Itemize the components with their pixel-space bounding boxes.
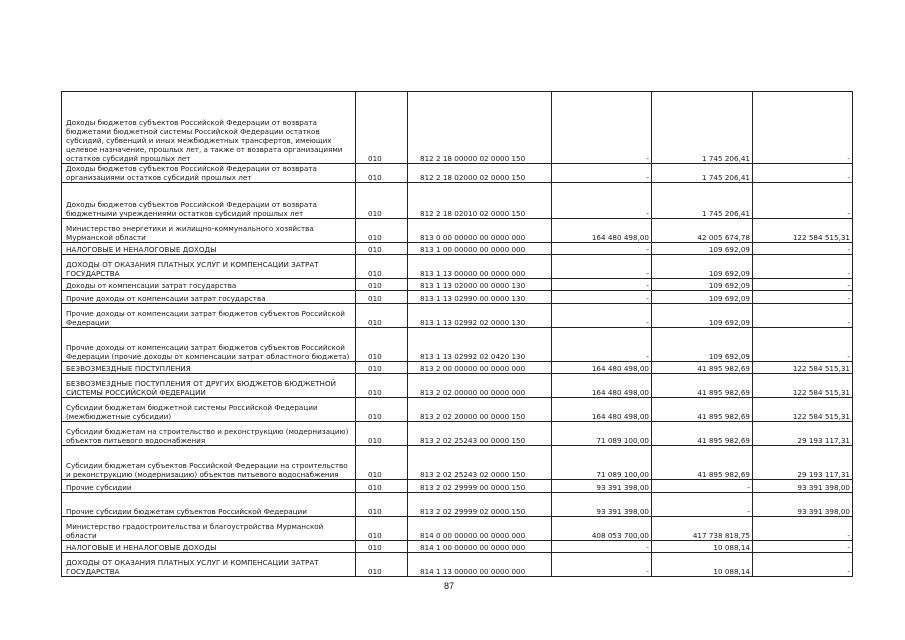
row-executed-value: - — [652, 493, 753, 517]
row-executed-value: - — [652, 480, 753, 493]
row-plan-value: - — [552, 541, 652, 553]
row-remaining-value: 93 391 398,00 — [753, 480, 853, 493]
row-kbk: 814 1 13 00000 00 0000 000 — [408, 553, 552, 577]
row-name: Прочие доходы от компенсации затрат бюджетов субъектов Российской Федерации (прочие доходы от компенсации затрат областного бюджета) — [62, 328, 356, 362]
row-code: 010 — [356, 446, 408, 480]
table-row — [62, 219, 853, 243]
row-plan-value: - — [552, 92, 652, 164]
row-plan-value: - — [552, 279, 652, 291]
row-remaining-value: 122 584 515,31 — [753, 219, 853, 243]
budget-income-table — [61, 91, 853, 577]
row-remaining-value: - — [753, 183, 853, 219]
row-plan-value: 164 480 498,00 — [552, 362, 652, 374]
row-plan-value: 93 391 398,00 — [552, 480, 652, 493]
row-code: 010 — [356, 328, 408, 362]
row-remaining-value: - — [753, 164, 853, 183]
row-kbk: 814 1 00 00000 00 0000 000 — [408, 541, 552, 553]
row-name: Прочие субсидии — [62, 480, 356, 493]
row-plan-value: - — [552, 255, 652, 279]
row-kbk: 813 2 02 20000 00 0000 150 — [408, 398, 552, 422]
row-name: Субсидии бюджетам бюджетной системы Российской Федерации (межбюджетные субсидии) — [62, 398, 356, 422]
row-code: 010 — [356, 279, 408, 291]
table-row — [62, 164, 853, 183]
row-kbk: 813 2 02 00000 00 0000 000 — [408, 374, 552, 398]
row-name: Министерство градостроительства и благоустройства Мурманской области — [62, 517, 356, 541]
row-code: 010 — [356, 164, 408, 183]
table-row — [62, 541, 853, 553]
row-kbk: 813 1 13 00000 00 0000 000 — [408, 255, 552, 279]
table-row — [62, 279, 853, 291]
row-executed-value: 41 895 982,69 — [652, 422, 753, 446]
row-name: БЕЗВОЗМЕЗДНЫЕ ПОСТУПЛЕНИЯ — [62, 362, 356, 374]
row-executed-value: 41 895 982,69 — [652, 398, 753, 422]
row-code: 010 — [356, 219, 408, 243]
row-code: 010 — [356, 553, 408, 577]
row-kbk: 813 1 13 02992 02 0000 130 — [408, 304, 552, 328]
row-name: Прочие субсидии бюджетам субъектов Российской Федерации — [62, 493, 356, 517]
row-code: 010 — [356, 304, 408, 328]
table-row — [62, 553, 853, 577]
row-remaining-value: - — [753, 541, 853, 553]
row-code: 010 — [356, 362, 408, 374]
row-code: 010 — [356, 374, 408, 398]
row-code: 010 — [356, 422, 408, 446]
row-kbk: 812 2 18 00000 02 0000 150 — [408, 92, 552, 164]
row-code: 010 — [356, 480, 408, 493]
row-executed-value: 109 692,09 — [652, 291, 753, 304]
row-plan-value: 93 391 398,00 — [552, 493, 652, 517]
row-plan-value: - — [552, 164, 652, 183]
table-row — [62, 291, 853, 304]
budget-report-table-container — [61, 91, 852, 577]
row-plan-value: 164 480 498,00 — [552, 219, 652, 243]
row-name: Субсидии бюджетам на строительство и реконструкцию (модернизацию) объектов питьевого водоснабжения — [62, 422, 356, 446]
row-remaining-value: 122 584 515,31 — [753, 362, 853, 374]
table-row — [62, 480, 853, 493]
table-row — [62, 374, 853, 398]
row-kbk: 813 2 02 29999 00 0000 150 — [408, 480, 552, 493]
row-remaining-value: 29 193 117,31 — [753, 446, 853, 480]
row-remaining-value: - — [753, 517, 853, 541]
row-code: 010 — [356, 183, 408, 219]
row-plan-value: 164 480 498,00 — [552, 398, 652, 422]
table-row — [62, 446, 853, 480]
row-plan-value: - — [552, 183, 652, 219]
table-row — [62, 243, 853, 255]
table-row — [62, 493, 853, 517]
row-plan-value: - — [552, 291, 652, 304]
row-kbk: 813 1 13 02000 00 0000 130 — [408, 279, 552, 291]
row-plan-value: 71 089 100,00 — [552, 446, 652, 480]
row-remaining-value: - — [753, 279, 853, 291]
table-row — [62, 92, 853, 164]
row-kbk: 813 2 02 25243 00 0000 150 — [408, 422, 552, 446]
row-executed-value: 417 738 818,75 — [652, 517, 753, 541]
row-kbk: 814 0 00 00000 00 0000 000 — [408, 517, 552, 541]
row-name: НАЛОГОВЫЕ И НЕНАЛОГОВЫЕ ДОХОДЫ — [62, 541, 356, 553]
row-plan-value: 164 480 498,00 — [552, 374, 652, 398]
row-name: ДОХОДЫ ОТ ОКАЗАНИЯ ПЛАТНЫХ УСЛУГ И КОМПЕНСАЦИИ ЗАТРАТ ГОСУДАРСТВА — [62, 255, 356, 279]
row-plan-value: 408 053 700,00 — [552, 517, 652, 541]
table-row — [62, 362, 853, 374]
row-name: Министерство энергетики и жилищно-коммунального хозяйства Мурманской области — [62, 219, 356, 243]
page-number: 87 — [444, 581, 455, 591]
table-row — [62, 328, 853, 362]
row-executed-value: 41 895 982,69 — [652, 374, 753, 398]
row-executed-value: 10 088,14 — [652, 541, 753, 553]
row-name: БЕЗВОЗМЕЗДНЫЕ ПОСТУПЛЕНИЯ ОТ ДРУГИХ БЮДЖЕТОВ БЮДЖЕТНОЙ СИСТЕМЫ РОССИЙСКОЙ ФЕДЕРАЦИИ — [62, 374, 356, 398]
row-kbk: 813 1 13 02992 02 0420 130 — [408, 328, 552, 362]
row-plan-value: - — [552, 553, 652, 577]
row-name: Субсидии бюджетам субъектов Российской Федерации на строительство и реконструкцию (модернизацию) объектов питьевого водоснабжения — [62, 446, 356, 480]
row-name: Доходы бюджетов субъектов Российской Федерации от возврата организациями остатков субсидий прошлых лет — [62, 164, 356, 183]
row-executed-value: 41 895 982,69 — [652, 446, 753, 480]
table-row — [62, 422, 853, 446]
row-executed-value: 109 692,09 — [652, 243, 753, 255]
row-plan-value: - — [552, 243, 652, 255]
row-remaining-value: - — [753, 291, 853, 304]
row-kbk: 813 1 00 00000 00 0000 000 — [408, 243, 552, 255]
row-name: НАЛОГОВЫЕ И НЕНАЛОГОВЫЕ ДОХОДЫ — [62, 243, 356, 255]
row-kbk: 813 2 02 29999 02 0000 150 — [408, 493, 552, 517]
row-plan-value: 71 089 100,00 — [552, 422, 652, 446]
row-code: 010 — [356, 243, 408, 255]
row-remaining-value: 122 584 515,31 — [753, 374, 853, 398]
row-executed-value: 1 745 206,41 — [652, 92, 753, 164]
row-remaining-value: - — [753, 328, 853, 362]
table-body — [62, 92, 853, 577]
table-row — [62, 517, 853, 541]
row-kbk: 813 2 00 00000 00 0000 000 — [408, 362, 552, 374]
row-name: ДОХОДЫ ОТ ОКАЗАНИЯ ПЛАТНЫХ УСЛУГ И КОМПЕНСАЦИИ ЗАТРАТ ГОСУДАРСТВА — [62, 553, 356, 577]
row-remaining-value: - — [753, 304, 853, 328]
row-code: 010 — [356, 541, 408, 553]
row-executed-value: 10 088,14 — [652, 553, 753, 577]
row-remaining-value: 122 584 515,31 — [753, 398, 853, 422]
row-name: Доходы бюджетов субъектов Российской Федерации от возврата бюджетами бюджетной системы Российской Федерации остатков субсидий, субвенций и иных межбюджетных трансфертов, имеющих целевое назначение, прошлых лет, а также от возврата организациями остатков субсидий прошлых лет — [62, 92, 356, 164]
row-kbk: 812 2 18 02010 02 0000 150 — [408, 183, 552, 219]
row-plan-value: - — [552, 304, 652, 328]
row-name: Доходы бюджетов субъектов Российской Федерации от возврата бюджетными учреждениями остатков субсидий прошлых лет — [62, 183, 356, 219]
row-code: 010 — [356, 517, 408, 541]
row-name: Прочие доходы от компенсации затрат бюджетов субъектов Российской Федерации — [62, 304, 356, 328]
row-remaining-value: - — [753, 243, 853, 255]
row-remaining-value: - — [753, 92, 853, 164]
row-executed-value: 1 745 206,41 — [652, 183, 753, 219]
row-remaining-value: 93 391 398,00 — [753, 493, 853, 517]
row-executed-value: 41 895 982,69 — [652, 362, 753, 374]
row-kbk: 812 2 18 02000 02 0000 150 — [408, 164, 552, 183]
row-executed-value: 42 005 674,78 — [652, 219, 753, 243]
row-executed-value: 109 692,09 — [652, 304, 753, 328]
row-kbk: 813 0 00 00000 00 0000 000 — [408, 219, 552, 243]
row-executed-value: 109 692,09 — [652, 279, 753, 291]
row-code: 010 — [356, 493, 408, 517]
row-code: 010 — [356, 92, 408, 164]
row-code: 010 — [356, 255, 408, 279]
row-remaining-value: - — [753, 553, 853, 577]
row-executed-value: 109 692,09 — [652, 328, 753, 362]
row-remaining-value: 29 193 117,31 — [753, 422, 853, 446]
row-executed-value: 1 745 206,41 — [652, 164, 753, 183]
row-plan-value: - — [552, 328, 652, 362]
table-row — [62, 304, 853, 328]
table-row — [62, 255, 853, 279]
row-code: 010 — [356, 291, 408, 304]
table-row — [62, 398, 853, 422]
row-kbk: 813 2 02 25243 02 0000 150 — [408, 446, 552, 480]
row-code: 010 — [356, 398, 408, 422]
row-name: Прочие доходы от компенсации затрат государства — [62, 291, 356, 304]
row-executed-value: 109 692,09 — [652, 255, 753, 279]
row-remaining-value: - — [753, 255, 853, 279]
row-name: Доходы от компенсации затрат государства — [62, 279, 356, 291]
table-row — [62, 183, 853, 219]
row-kbk: 813 1 13 02990 00 0000 130 — [408, 291, 552, 304]
